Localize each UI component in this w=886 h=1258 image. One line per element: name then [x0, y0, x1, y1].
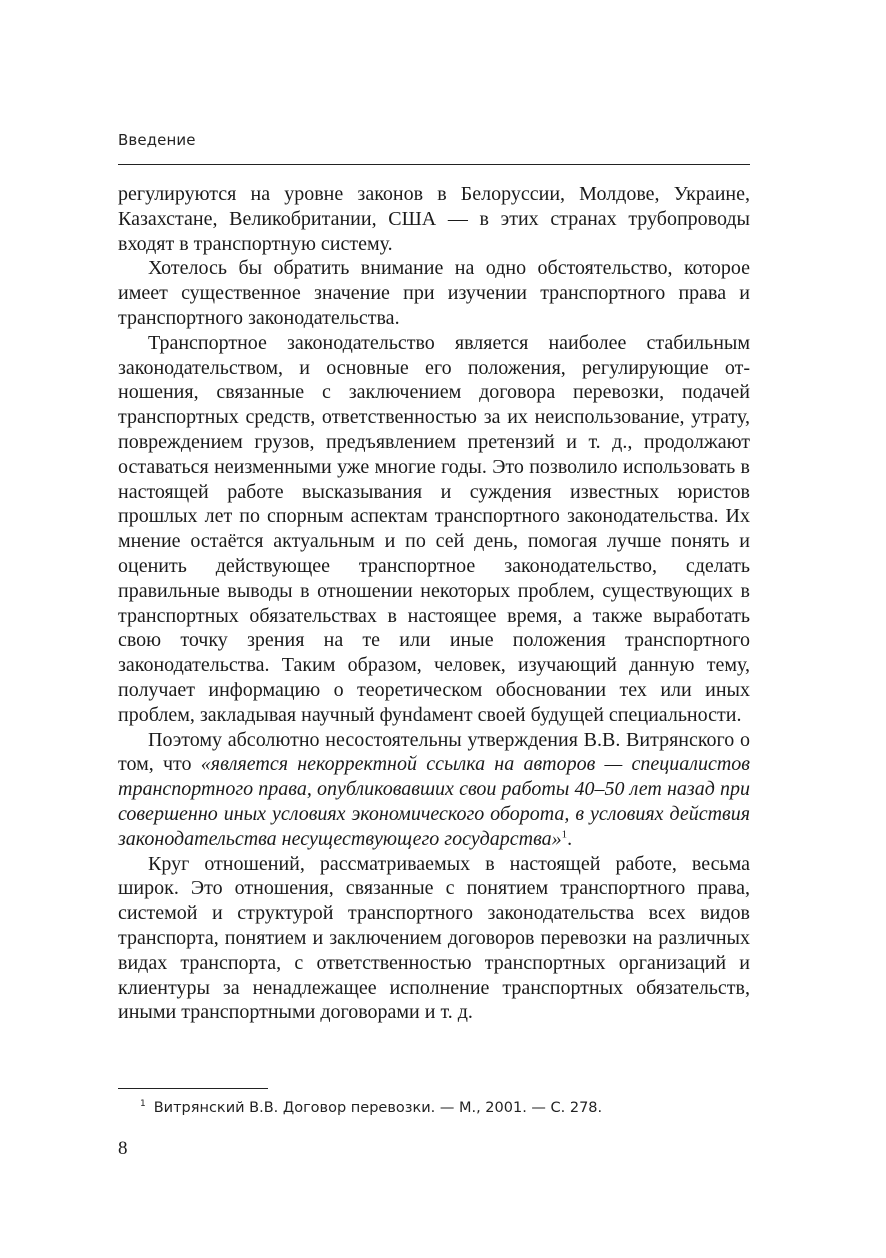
quotation-italic: «является некорректной ссылка на авторов — специалистов транспортного права, опубликовавших свои работы 40–50 лет назад при совершенно иных условиях экономического оборота, в условиях действия законодательства несуществующего государства» — [118, 753, 750, 850]
paragraph-3: Транспортное законодательство является наиболее стабильным законодательством, и основные его положения, регулирующие отношения, связанные с заключением договора перевозки, подачей транспортных средств, ответственностью за их неиспользование, утрату, повреждением грузов, предъявлением претензий и т. д., продолжают оставаться неизменными уже многие годы. Это позволило использовать в настоящей работе высказывания и суждения известных юристов прошлых лет по спорным аспектам транспортного законодательства. Их мнение остаётся актуальным и по сей день, помогая лучше понять и оценить действующее транспортное законодательство, сделать правильные выводы в отношении некоторых проблем, существующих в транспортных обязательствах в настоящее время, а также выработать свою точку зрения на те или иные положения транспортного законодательства. Таким образом, человек, изучающий данную тему, получает информацию о теоретическом обосновании тех или иных проблем, закладывая научный фунdамент своей будущей специальности. — [118, 331, 750, 726]
footnote-reference[interactable]: 1 — [561, 828, 568, 841]
footnote — [140, 1100, 750, 1116]
main-text — [118, 182, 750, 1025]
footnote-number: 1 — [140, 1099, 146, 1110]
paragraph-2: Хотелось бы обратить внимание на одно обстоятельство, которое имеет существенное значение при изучении транспортного права и транспортного законодательства. — [118, 257, 750, 329]
paragraph-4-tail: . — [567, 827, 573, 850]
running-header-title: Введение — [118, 131, 196, 149]
paragraph-5: Круг отношений, рассматриваемых в настоящей работе, весьма широк. Это отношения, связанные с понятием транспортного права, системой и структурой транспортного законодательства всех видов транспорта, понятием и заключением договоров перевозки на различных видах транспорта, с ответственностью транспортных организаций и клиентуры за ненадлежащее исполнение транспортных обязательств, иными транспортными договорами и т. д. — [118, 852, 750, 1024]
footnote-text: Витрянский В.В. Договор перевозки. — М., 2001. — С. 278. — [153, 1100, 603, 1116]
paragraph-4-lead: Поэтому абсолютно несостоятельны утверждения В.В. Витрянского о том, что — [118, 728, 750, 776]
footnote-divider — [118, 1088, 268, 1089]
page-number: 8 — [118, 1138, 128, 1159]
header-divider — [118, 164, 750, 165]
paragraph-4 — [118, 728, 750, 852]
paragraph-1: регулируются на уровне законов в Белоруссии, Молдове, Украине, Казахстане, Великобритании, США — в этих странах трубопроводы входят в транспортную систему. — [118, 183, 750, 255]
